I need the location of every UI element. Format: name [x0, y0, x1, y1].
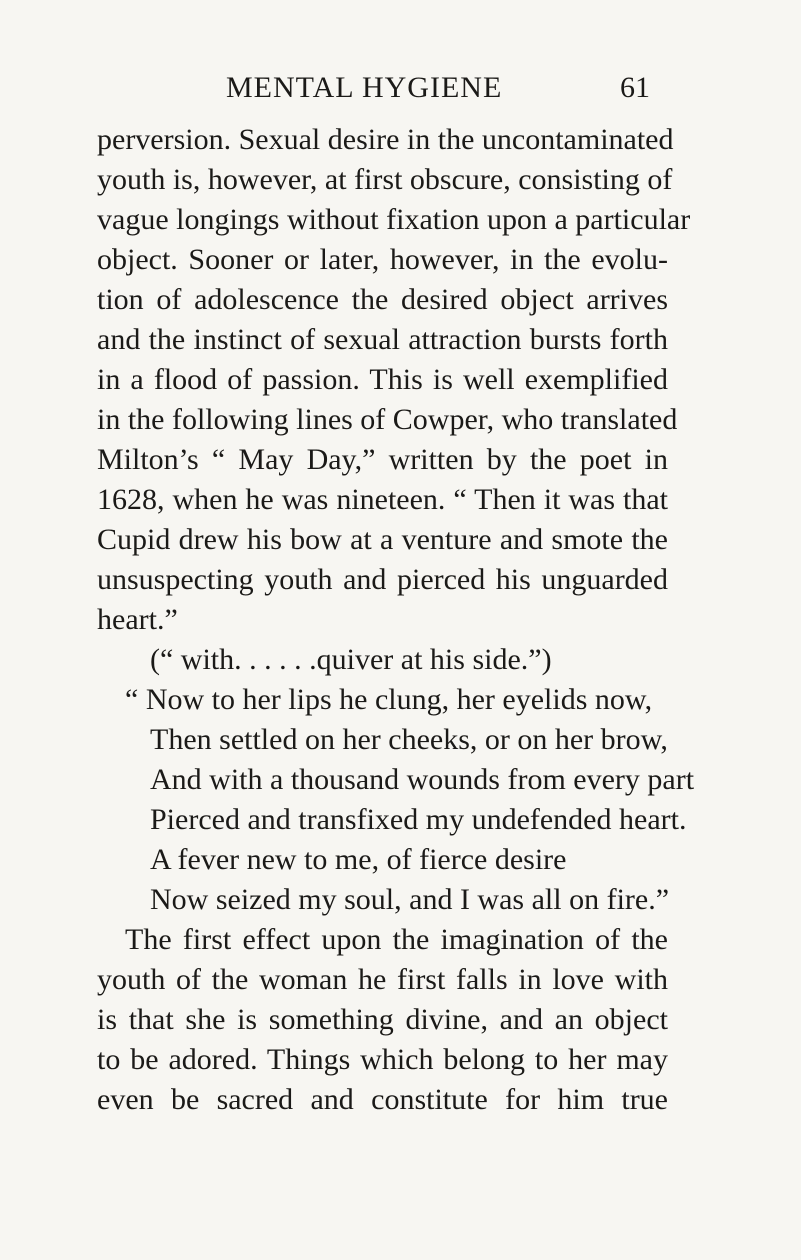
running-head [0, 66, 801, 110]
page-number: 61 [620, 71, 650, 104]
text-line: and the instinct of sexual attraction bursts forth [97, 323, 668, 356]
text-line: unsuspecting youth and pierced his unguarded [97, 563, 668, 596]
verse-line: Now seized my soul, and I was all on fire.” [150, 883, 670, 916]
text-line: perversion. Sexual desire in the uncontaminated [97, 123, 674, 156]
running-title: MENTAL HYGIENE [226, 71, 503, 104]
verse-line: Pierced and transfixed my undefended heart. [150, 803, 687, 836]
text-line: 1628, when he was nineteen. “ Then it was that [97, 483, 668, 516]
text-line: The first effect upon the imagination of the [125, 923, 668, 956]
text-line: is that she is something divine, and an object [97, 1003, 668, 1036]
text-line: Cupid drew his bow at a venture and smote the [97, 523, 668, 556]
verse-line: And with a thousand wounds from every part [150, 763, 695, 796]
text-line: youth of the woman he first falls in love with [97, 963, 668, 996]
text-line: Milton’s “ May Day,” written by the poet in [97, 443, 668, 476]
verse-line: A fever new to me, of fierce desire [150, 843, 567, 876]
verse-line: Then settled on her cheeks, or on her brow, [150, 723, 668, 756]
text-line: to be adored. Things which belong to her may [97, 1043, 668, 1076]
text-line: in the following lines of Cowper, who translated [97, 403, 678, 436]
text-line: in a flood of passion. This is well exemplified [97, 363, 668, 396]
aside-line: (“ with. . . . . .quiver at his side.”) [150, 643, 552, 676]
text-line: vague longings without fixation upon a particular [97, 203, 691, 236]
text-line: object. Sooner or later, however, in the evolu- [97, 243, 668, 276]
text-line: youth is, however, at first obscure, consisting of [97, 163, 673, 196]
text-line: heart.” [97, 603, 178, 636]
verse-line: “ Now to her lips he clung, her eyelids now, [125, 683, 653, 716]
text-line: even be sacred and constitute for him true [97, 1083, 668, 1116]
text-line: tion of adolescence the desired object arrives [97, 283, 668, 316]
